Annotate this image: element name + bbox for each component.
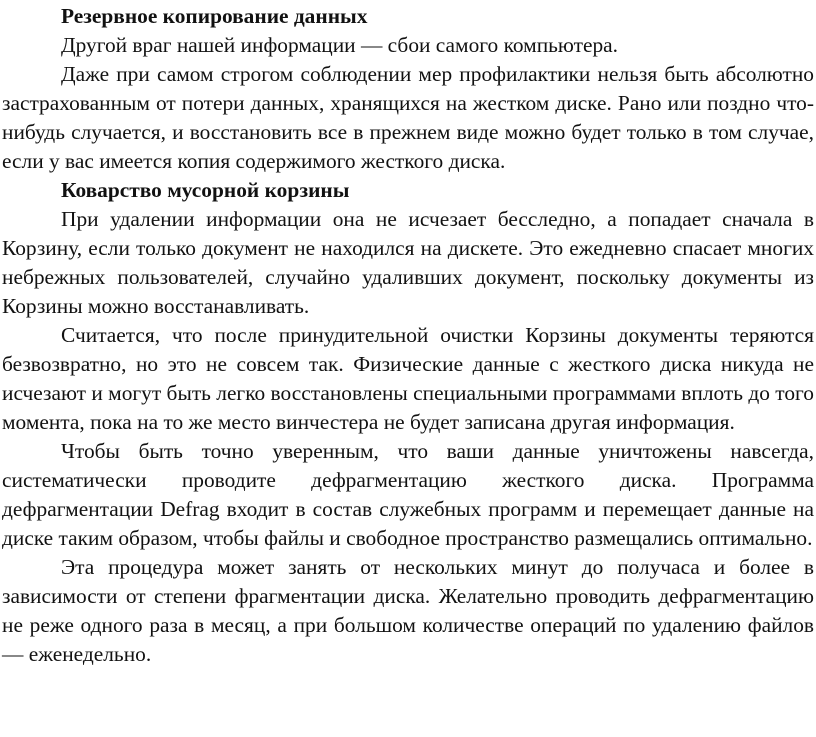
section-heading-recycle-bin: Коварство мусорной корзины	[61, 178, 350, 202]
paragraph: Считается, что после принудительной очистки Корзины документы теряются безвозвратно, но это не совсем так. Физические данные с жесткого диска никуда не исчезают и могут быть легко восстановлены специальными программами вплоть до того момента, пока на то же место винчестера не будет записана другая информация.	[2, 323, 814, 434]
paragraph: Эта процедура может занять от нескольких минут до получаса и более в зависимости от степени фрагментации диска. Желательно проводить дефрагментацию не реже одного раза в месяц, а при большом количестве операций по удалению файлов — еженедельно.	[2, 555, 814, 666]
paragraph: Даже при самом строгом соблюдении мер профилактики нельзя быть абсолютно застрахованным от потери данных, хранящихся на жестком диске. Рано или поздно что-нибудь случается, и восстановить все в прежнем виде можно будет только в том случае, если у вас имеется копия содержимого жесткого диска.	[2, 62, 814, 173]
paragraph: При удалении информации она не исчезает бесследно, а попадает сначала в Корзину, если только документ не находился на дискете. Это ежедневно спасает многих небрежных пользователей, случайно удаливших документ, поскольку документы из Корзины можно восстанавливать.	[2, 207, 814, 318]
paragraph: Чтобы быть точно уверенным, что ваши данные уничтожены навсегда, систематически проводите дефрагментацию жесткого диска. Программа дефрагментации Defrag входит в состав служебных программ и перемещает данные на диске таким образом, чтобы файлы и свободное пространство размещались оптимально.	[2, 439, 814, 550]
paragraph: Другой враг нашей информации — сбои самого компьютера.	[61, 33, 618, 57]
section-heading-backup: Резервное копирование данных	[61, 4, 368, 28]
